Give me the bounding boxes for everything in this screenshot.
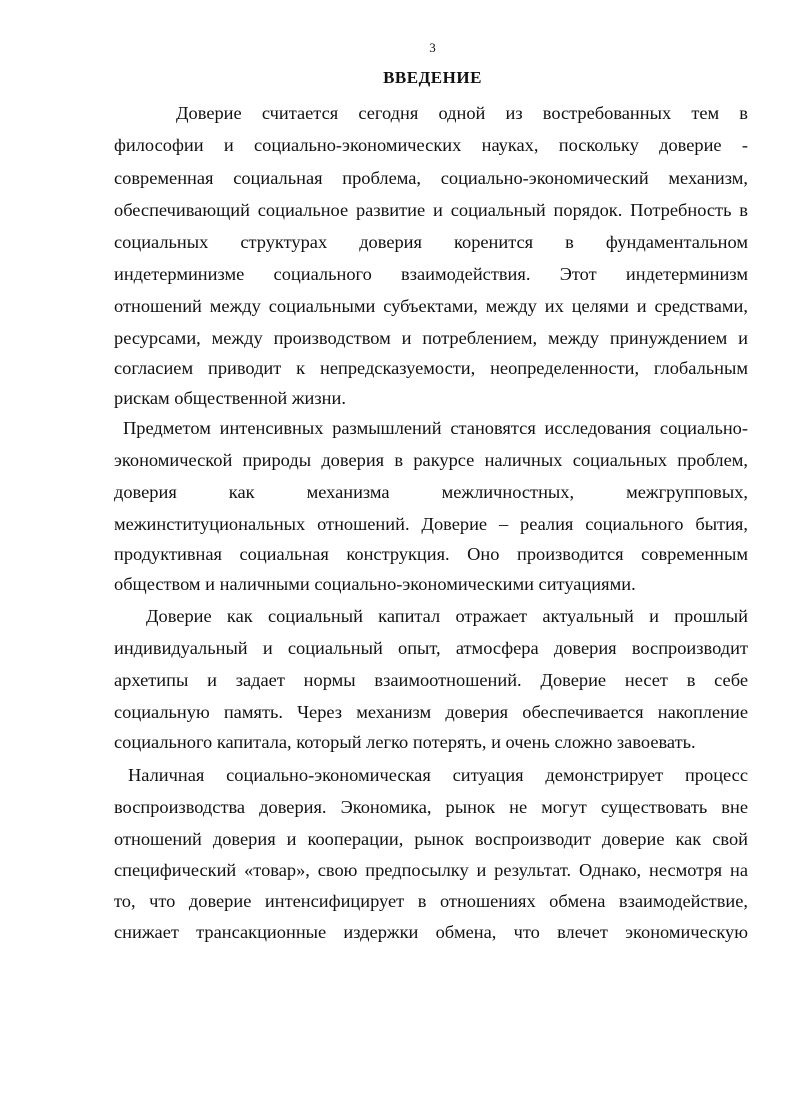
- paragraph-3-line-2: индивидуальный и социальный опыт, атмосфера доверия воспроизводит: [114, 638, 748, 658]
- paragraph-1-line-4: обеспечивающий социальное развитие и социальный порядок. Потребность в: [114, 200, 748, 220]
- paragraph-1-line-1: Доверие считается сегодня одной из востребованных тем в: [176, 103, 748, 123]
- paragraph-3-line-1: Доверие как социальный капитал отражает актуальный и прошлый: [146, 606, 748, 626]
- paragraph-4-line-5: то, что доверие интенсифицирует в отношениях обмена взаимодействие,: [114, 891, 748, 911]
- paragraph-2-line-5: продуктивная социальная конструкция. Оно производится современным: [114, 544, 748, 564]
- paragraph-2-line-1: Предметом интенсивных размышлений становятся исследования социально-: [123, 418, 748, 438]
- paragraph-1-line-10: рискам общественной жизни.: [114, 388, 346, 408]
- paragraph-4-line-1: Наличная социально-экономическая ситуация демонстрирует процесс: [128, 765, 748, 785]
- paragraph-1-line-6: индетерминизме социального взаимодействия. Этот индетерминизм: [114, 264, 748, 284]
- paragraph-1-line-5: социальных структурах доверия коренится в фундаментальном: [114, 232, 748, 252]
- paragraph-2-line-4: межинституциональных отношений. Доверие – реалия социального бытия,: [114, 514, 748, 534]
- paragraph-1-line-7: отношений между социальными субъектами, между их целями и средствами,: [114, 296, 748, 316]
- page-title: ВВЕДЕНИЕ: [383, 68, 482, 87]
- page-number: 3: [429, 40, 436, 55]
- paragraph-2-line-2: экономической природы доверия в ракурсе наличных социальных проблем,: [114, 450, 748, 470]
- paragraph-3-line-4: социальную память. Через механизм доверия обеспечивается накопление: [114, 702, 748, 722]
- paragraph-4-line-6: снижает трансакционные издержки обмена, что влечет экономическую: [114, 922, 748, 942]
- paragraph-1-line-8: ресурсами, между производством и потреблением, между принуждением и: [114, 328, 748, 348]
- paragraph-3-line-3: архетипы и задает нормы взаимоотношений. Доверие несет в себе: [114, 670, 748, 690]
- paragraph-3-line-5: социального капитала, который легко потерять, и очень сложно завоевать.: [114, 732, 696, 752]
- paragraph-2-line-6: обществом и наличными социально-экономическими ситуациями.: [114, 574, 636, 594]
- paragraph-4-line-4: специфический «товар», свою предпосылку и результат. Однако, несмотря на: [114, 860, 748, 880]
- paragraph-1-line-2: философии и социально-экономических науках, поскольку доверие -: [114, 135, 748, 155]
- paragraph-4-line-3: отношений доверия и кооперации, рынок воспроизводит доверие как свой: [114, 829, 748, 849]
- paragraph-4-line-2: воспроизводства доверия. Экономика, рынок не могут существовать вне: [114, 797, 748, 817]
- paragraph-1-line-9: согласием приводит к непредсказуемости, неопределенности, глобальным: [114, 358, 748, 378]
- paragraph-1-line-3: современная социальная проблема, социально-экономический механизм,: [114, 168, 748, 188]
- paragraph-2-line-3: доверия как механизма межличностных, межгрупповых,: [114, 482, 748, 502]
